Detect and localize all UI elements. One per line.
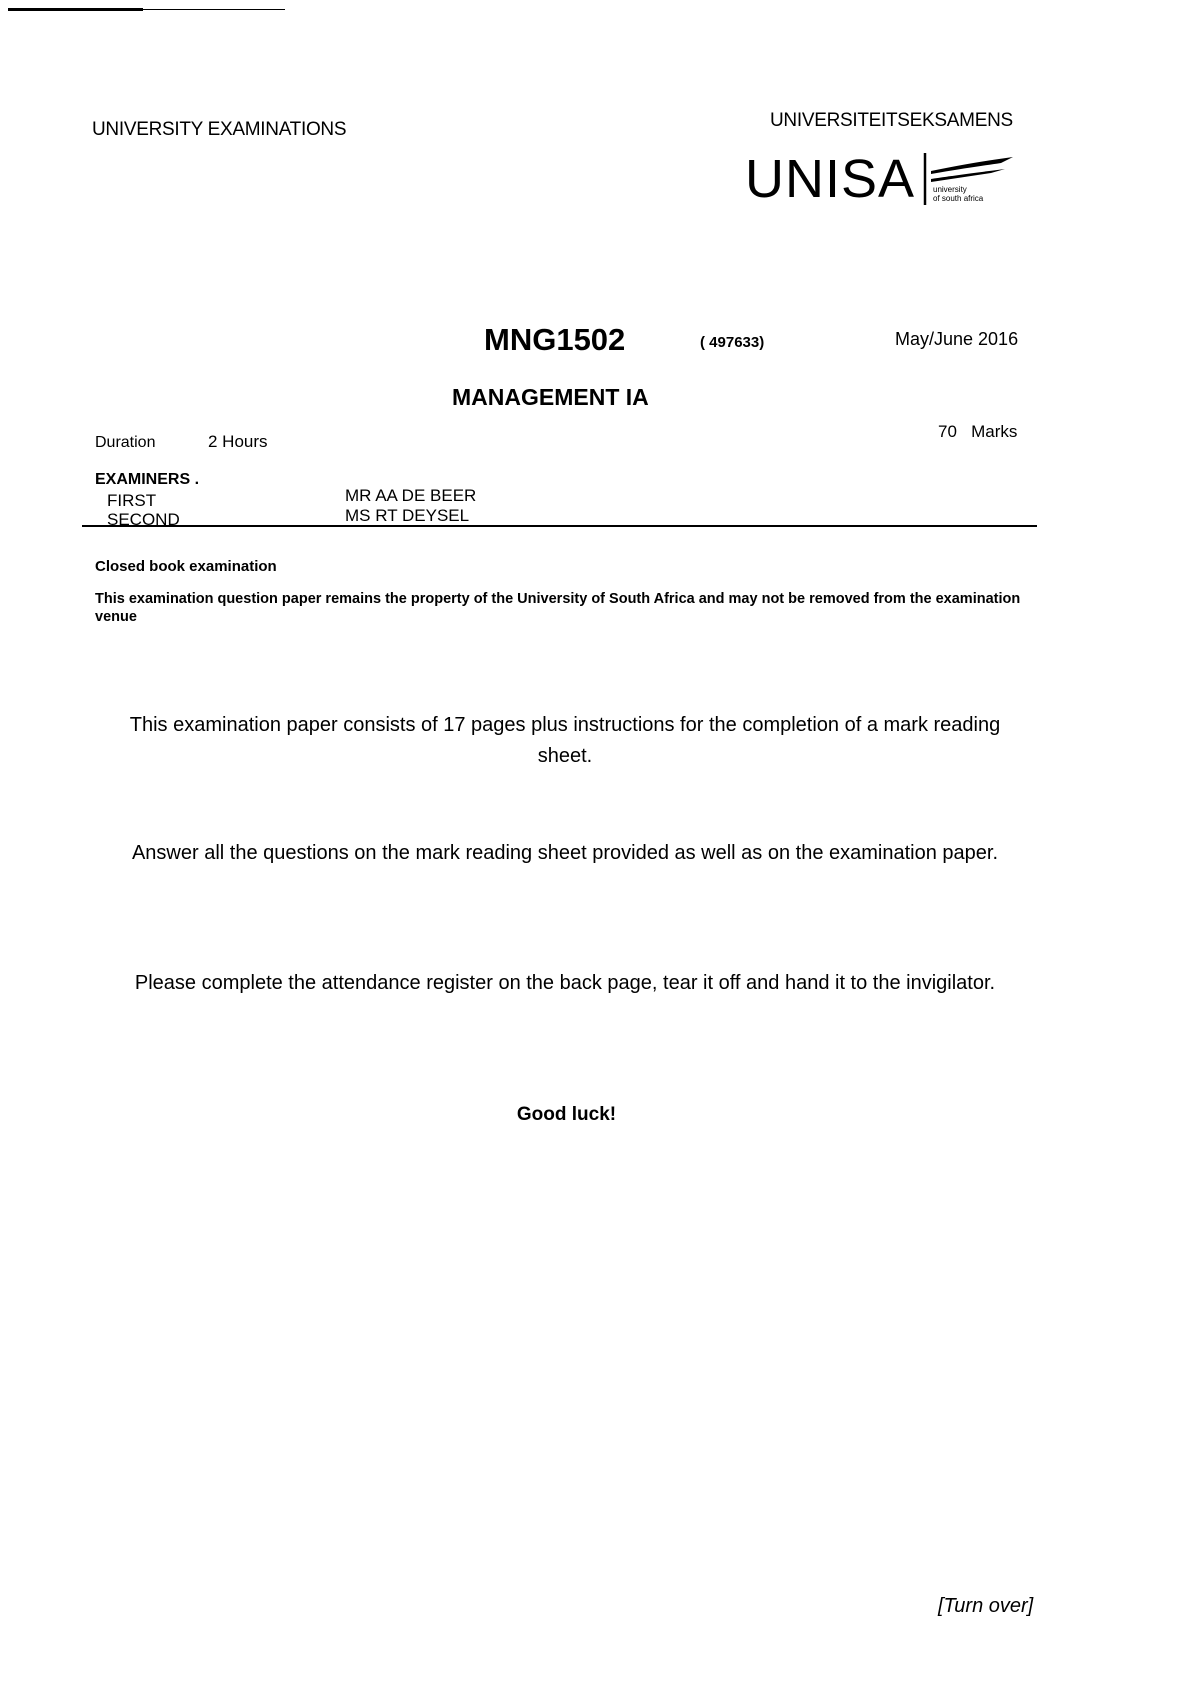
logo-sub-line1: university [933, 185, 967, 194]
logo-sub-line2: of south africa [933, 194, 984, 203]
instruction-answer: Answer all the questions on the mark reading sheet provided as well as on the examination paper. [131, 842, 999, 864]
first-examiner-label: FIRST [107, 491, 157, 510]
paper-number: ( 497633) [700, 334, 765, 351]
exam-date: May/June 2016 [895, 329, 1019, 349]
good-luck: Good luck! [516, 1104, 617, 1125]
closed-book-notice: Closed book examination [95, 558, 277, 575]
examiners-label: EXAMINERS . [95, 471, 200, 488]
module-code: MNG1502 [484, 322, 626, 357]
property-notice: This examination question paper remains the property of the University of South Africa and may not be removed from the examination venue [95, 591, 1021, 626]
module-title: MANAGEMENT IA [452, 384, 649, 410]
unisa-emblem-icon [921, 151, 1017, 207]
duration-label: Duration [95, 434, 156, 451]
second-examiner-name: MS RT DEYSEL [345, 506, 470, 525]
turn-over: [Turn over] [938, 1595, 1034, 1617]
instruction-pages: This examination paper consists of 17 pages plus instructions for the completion of a mark reading sheet. [129, 714, 1001, 767]
unisa-logo [745, 150, 1017, 208]
instruction-attendance: Please complete the attendance register on the back page, tear it off and hand it to the invigilator. [134, 972, 996, 994]
header-universiteitseksamens: UNIVERSITEITSEKSAMENS [770, 110, 1013, 131]
first-examiner-name: MR AA DE BEER [345, 486, 477, 505]
total-marks: 70 Marks [938, 422, 1018, 441]
logo-wordmark: UNISA [745, 149, 916, 209]
header-university-examinations: UNIVERSITY EXAMINATIONS [92, 119, 347, 140]
duration-value: 2 Hours [208, 432, 268, 451]
top-scan-rule [8, 8, 143, 11]
second-examiner-label: SECOND [107, 510, 180, 529]
header-divider [82, 525, 1037, 527]
top-scan-rule-thin [143, 9, 285, 10]
